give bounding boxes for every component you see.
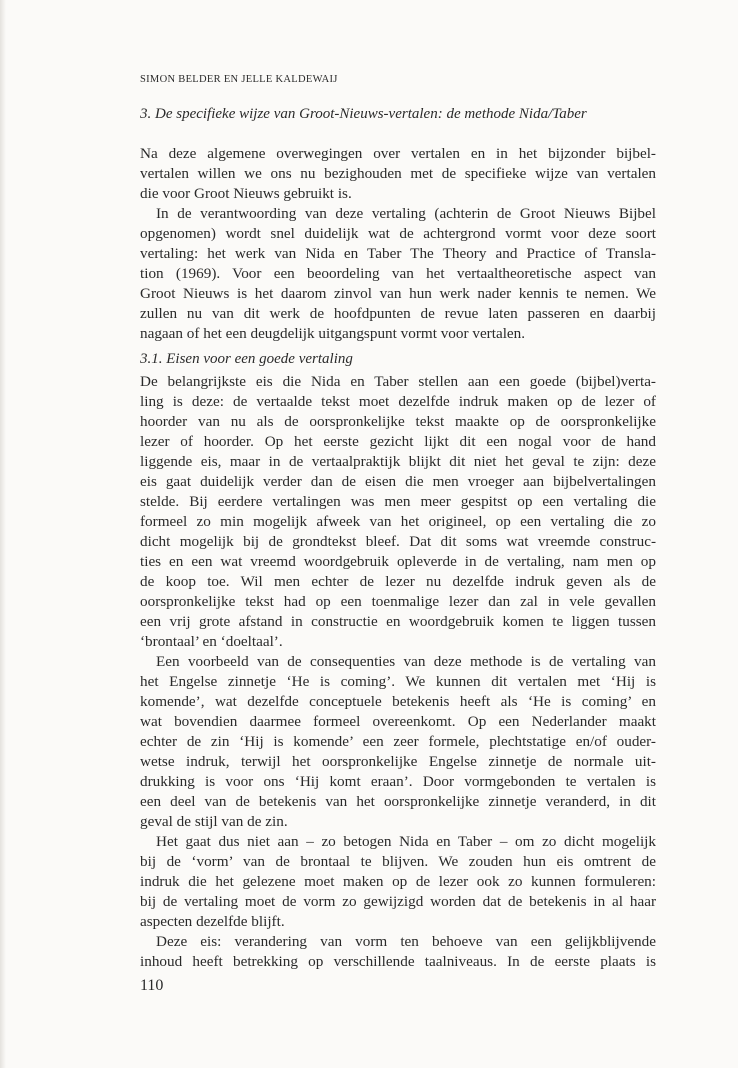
text-line: In de verantwoording van deze vertaling (achterin de Groot Nieuws Bijbel	[156, 205, 656, 222]
paragraph-4	[140, 652, 656, 832]
text-line: een deel van de betekenis van het oorspronkelijke zinnetje veranderd, in dit	[140, 793, 656, 810]
text-line: Het gaat dus niet aan – zo betogen Nida en Taber – om zo dicht mogelijk	[156, 833, 656, 850]
text-line: bij de ‘vorm’ van de brontaal te blijven. We zouden hun eis omtrent de	[140, 853, 656, 870]
text-line: vertalen willen we ons nu bezighouden met de specifieke wijze van vertalen	[140, 165, 656, 182]
paragraph-5	[140, 832, 656, 932]
text-line: ling is deze: de vertaalde tekst moet dezelfde indruk maken op de lezer of	[140, 393, 656, 410]
text-line: de koop toe. Wil men echter de lezer nu dezelfde indruk geven als de	[140, 573, 656, 590]
text-line: lezer of hoorder. Op het eerste gezicht lijkt dit een nogal voor de hand	[140, 433, 656, 450]
text-line: hoorder van nu als de oorspronkelijke tekst maakte op de oorspronkelijke	[140, 413, 656, 430]
text-line: Deze eis: verandering van vorm ten behoeve van een gelijkblijvende	[156, 933, 656, 950]
text-line: inhoud heeft betrekking op verschillende taalniveaus. In de eerste plaats is	[140, 953, 656, 970]
text-line: indruk die het gelezene moet maken op de lezer ook zo kunnen formuleren:	[140, 873, 656, 890]
text-line: die voor Groot Nieuws gebruikt is.	[140, 185, 352, 202]
text-line: zullen nu van dit werk de hoofdpunten de revue laten passeren en daarbij	[140, 305, 656, 322]
text-line: Na deze algemene overwegingen over vertalen en in het bijzonder bijbel-	[140, 145, 656, 162]
text-line: het Engelse zinnetje ‘He is coming’. We kunnen dit vertalen met ‘Hij is	[140, 673, 656, 690]
text-line: liggende eis, maar in de vertaalpraktijk blijkt dit niet het geval te zijn: deze	[140, 453, 656, 470]
text-line: Een voorbeeld van de consequenties van deze methode is de vertaling van	[156, 653, 656, 670]
text-line: Groot Nieuws is het daarom zinvol van hun werk nader kennis te nemen. We	[140, 285, 656, 302]
text-line: oorspronkelijke tekst had op een toenmalige lezer dan zal in vele gevallen	[140, 593, 656, 610]
section-heading: 3. De specifieke wijze van Groot-Nieuws-vertalen: de methode Nida/Taber	[140, 106, 587, 122]
text-line: opgenomen) wordt snel duidelijk wat de achtergrond vormt voor deze soort	[140, 225, 656, 242]
text-line: nagaan of het een deugdelijk uitgangspunt vormt voor vertalen.	[140, 325, 526, 342]
paragraph-3	[140, 372, 656, 652]
text-line: tion (1969). Voor een beoordeling van het vertaaltheoretische aspect van	[140, 265, 656, 282]
text-line: eis gaat duidelijk verder dan de eisen die men vroeger aan bijbelvertalingen	[140, 473, 656, 490]
text-line: vertaling: het werk van Nida en Taber The Theory and Practice of Transla-	[140, 245, 656, 262]
text-line: dicht mogelijk bij de grondtekst bleef. Dat dit soms wat vreemde construc-	[140, 533, 656, 550]
text-line: drukking is voor ons ‘Hij komt eraan’. Door vormgebonden te vertalen is	[140, 773, 656, 790]
text-line: een vrij grote afstand in constructie en woordgebruik komen te liggen tussen	[140, 613, 656, 630]
running-head: SIMON BELDER EN JELLE KALDEWAIJ	[140, 74, 338, 85]
text-line: formeel zo min mogelijk afweek van het origineel, op een vertaling die zo	[140, 513, 656, 530]
subsection-heading: 3.1. Eisen voor een goede vertaling	[140, 351, 353, 367]
text-line: wetse indruk, terwijl het oorspronkelijke Engelse zinnetje de normale uit-	[140, 753, 656, 770]
text-line: wat bovendien daarmee formeel overeenkomt. Op een Nederlander maakt	[140, 713, 656, 730]
text-line: ‘brontaal’ en ‘doeltaal’.	[140, 633, 283, 650]
page-number: 110	[140, 977, 164, 994]
text-line: echter de zin ‘Hij is komende’ een zeer formele, plechtstatige en/of ouder-	[140, 733, 656, 750]
text-line: geval de stijl van de zin.	[140, 813, 288, 830]
page-edge	[0, 0, 6, 1068]
paragraph-2	[140, 204, 656, 344]
text-line: aspecten dezelfde blijft.	[140, 913, 285, 930]
text-line: stelde. Bij eerdere vertalingen was men meer gespitst op een vertaling die	[140, 493, 656, 510]
text-line: De belangrijkste eis die Nida en Taber stellen aan een goede (bijbel)verta-	[140, 373, 656, 390]
text-line: komende’, wat dezelfde conceptuele betekenis heeft als ‘He is coming’ en	[140, 693, 656, 710]
paragraph-1	[140, 144, 656, 204]
paragraph-6	[140, 932, 656, 972]
text-line: bij de vertaling moet de vorm zo gewijzigd worden dat de betekenis in al haar	[140, 893, 656, 910]
text-line: ties en een wat vreemd woordgebruik opleverde in de vertaling, nam men op	[140, 553, 656, 570]
